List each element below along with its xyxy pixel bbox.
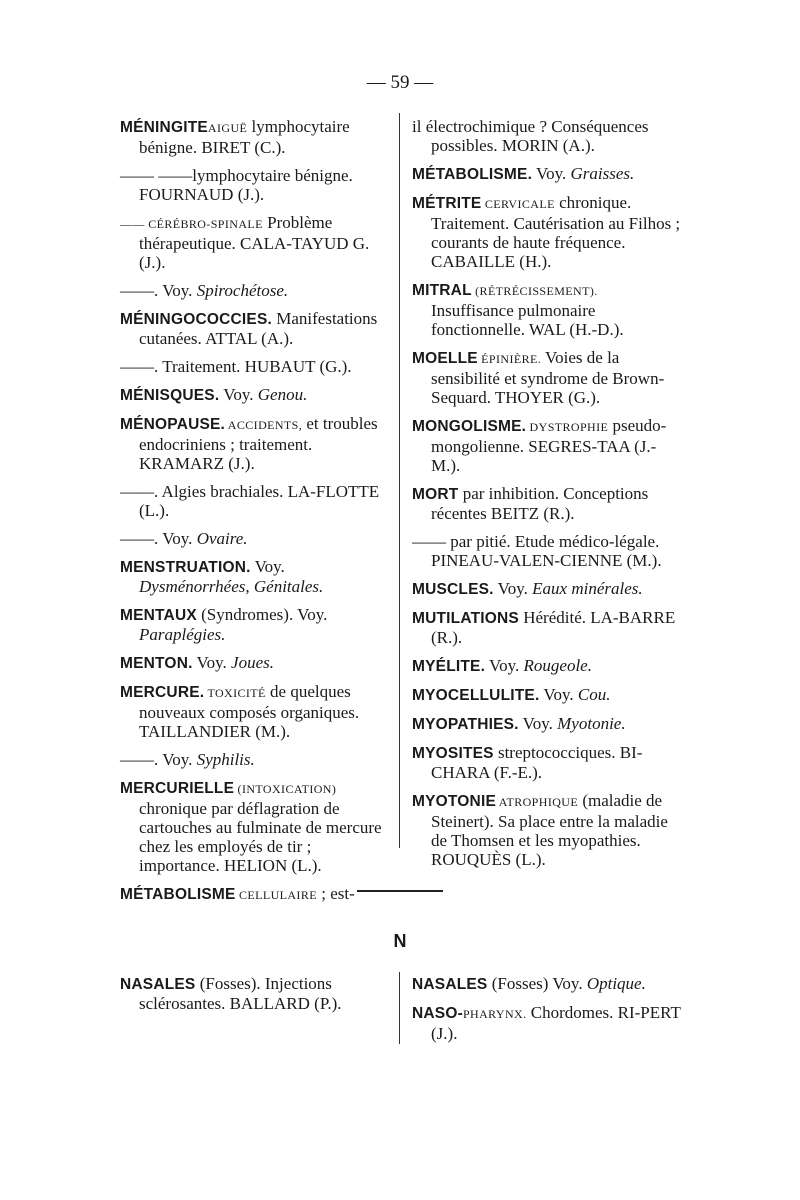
entry-cross-reference: Eaux minérales. [532, 579, 643, 598]
right-column [412, 117, 682, 878]
entry-subheading: —— CÉRÉBRO-SPINALE [120, 217, 263, 231]
entry-heading: MENTON. [120, 655, 193, 672]
entry-text: chronique par déflagration de cartouches au fulminate de mercure chez les employés de tir ; importance. HELION (L.). [139, 799, 382, 875]
index-entry [412, 117, 682, 155]
entry-heading: MÉTABOLISME [120, 886, 236, 903]
index-entry [412, 974, 682, 994]
index-entry [120, 653, 390, 673]
entry-text: Problème thérapeutique. CALA-TAYUD G. (J.). [139, 213, 370, 272]
index-entry [120, 357, 390, 376]
entry-heading: MYOSITES [412, 745, 494, 762]
entry-text: lymphocytaire bénigne. BIRET (C.). [139, 117, 350, 157]
entry-subheading: ACCIDENTS, [225, 418, 303, 432]
entry-text: streptococciques. BI-CHARA (F.-E.). [431, 743, 643, 782]
index-entry [120, 682, 390, 741]
entry-text: Manifestations cutanées. ATTAL (A.). [139, 309, 378, 348]
entry-text: Voies de la sensibilité et syndrome de Brown-Sequard. THOYER (G.). [431, 348, 665, 407]
index-entry [120, 213, 390, 272]
index-entry [412, 280, 682, 339]
entry-subheading: ATROPHIQUE [496, 795, 579, 809]
entry-cross-reference: Genou. [257, 385, 308, 404]
n-right-column [412, 974, 682, 1052]
entry-cross-reference: Myotonie. [557, 714, 626, 733]
entry-cross-reference: Dysménorrhées, Génitales. [139, 577, 324, 596]
index-entry [120, 414, 390, 473]
entry-heading: MYÉLITE. [412, 658, 486, 675]
entry-heading: MÉNISQUES. [120, 387, 220, 404]
entry-text: par inhibition. Conceptions récentes BEITZ (R.). [431, 484, 649, 523]
entry-text: Voy. [250, 557, 285, 576]
entry-text: ——. Traitement. HUBAUT (G.). [120, 357, 352, 376]
entry-text: Hérédité. LA-BARRE (R.). [431, 608, 676, 647]
entry-heading: NASALES [412, 976, 488, 993]
index-entry [120, 385, 390, 405]
entry-heading: NASALES [120, 976, 196, 993]
entry-text: Chordomes. RI-PERT (J.). [431, 1003, 681, 1043]
entry-heading: NASO- [412, 1005, 463, 1022]
entry-text: (Fosses). Injections sclérosantes. BALLARD (P.). [139, 974, 342, 1013]
entry-heading: MOELLE [412, 350, 478, 367]
entry-heading: MERCURIELLE [120, 780, 235, 797]
n-left-column [120, 974, 390, 1022]
entry-subheading: ÉPINIÈRE. [477, 352, 542, 366]
entry-text: —— par pitié. Etude médico-légale. PINEAU-VALEN-CIENNE (M.). [412, 532, 662, 570]
entry-heading: MÉNINGITE [120, 119, 208, 136]
entry-heading: MENTAUX [120, 607, 197, 624]
left-column [120, 117, 390, 914]
page-number: — 59 — [366, 72, 434, 93]
index-entry [412, 1003, 682, 1043]
entry-text: (Fosses) Voy. [487, 974, 587, 993]
index-entry [120, 281, 390, 300]
entry-cross-reference: Graisses. [570, 164, 635, 183]
entry-text: Voy. [192, 653, 232, 672]
entry-heading: MENSTRUATION. [120, 559, 251, 576]
index-entry [120, 166, 390, 204]
index-entry [120, 884, 390, 905]
index-entry [412, 656, 682, 676]
entry-text: Voy. [539, 685, 578, 704]
entry-heading: MYOCELLULITE. [412, 687, 540, 704]
section-rule [357, 890, 443, 892]
entry-heading: MÉTABOLISME. [412, 166, 533, 183]
index-entry [120, 750, 390, 769]
entry-heading: MYOTONIE [412, 793, 496, 810]
index-entry [120, 974, 390, 1013]
entry-subheading: (INTOXICATION) [234, 782, 337, 796]
entry-cross-reference: Optique. [586, 974, 646, 993]
entry-cross-reference: Spirochétose. [196, 281, 289, 300]
index-entry [412, 193, 682, 271]
entry-cross-reference: Joues. [231, 653, 274, 672]
entry-cross-reference: Rougeole. [523, 656, 592, 675]
index-entry [412, 484, 682, 523]
entry-text: ——. Voy. [120, 281, 197, 300]
entry-text: il électrochimique ? Conséquences possibles. MORIN (A.). [412, 117, 649, 155]
entry-subheading: CERVICALE [481, 197, 555, 211]
entry-text: Insuffisance pulmonaire fonctionnelle. WAL (H.-D.). [431, 301, 624, 339]
entry-text: et troubles endocriniens ; traitement. KRAMARZ (J.). [139, 414, 378, 473]
entry-subheading: (RÉTRÉCISSEMENT). [471, 284, 598, 298]
index-entry [412, 532, 682, 570]
entry-heading: MONGOLISME. [412, 418, 527, 435]
index-entry [120, 605, 390, 644]
entry-subheading: DYSTROPHIE [526, 420, 609, 434]
entry-subheading: AIGUË [207, 121, 248, 135]
index-entry [120, 778, 390, 875]
index-entry [412, 579, 682, 599]
index-entry [412, 348, 682, 407]
entry-heading: MUSCLES. [412, 581, 494, 598]
entry-heading: MORT [412, 486, 459, 503]
entry-text: Voy. [518, 714, 558, 733]
index-entry [412, 164, 682, 184]
entry-text: ——. Voy. [120, 529, 197, 548]
entry-text: Voy. [485, 656, 524, 675]
entry-heading: MÉTRITE [412, 195, 482, 212]
index-entry [412, 685, 682, 705]
entry-heading: MUTILATIONS [412, 610, 519, 627]
entry-text: Voy. [532, 164, 571, 183]
index-entry [412, 416, 682, 475]
entry-heading: MÉNINGOCOCCIES. [120, 311, 272, 328]
entry-heading: MITRAL [412, 282, 472, 299]
index-entry [412, 608, 682, 647]
entry-text: chronique. Traitement. Cautérisation au Filhos ; courants de haute fréquence. CABAILLE (H.). [431, 193, 681, 271]
entry-cross-reference: Ovaire. [196, 529, 248, 548]
column-divider [399, 113, 400, 848]
index-entry [120, 309, 390, 348]
entry-cross-reference: Paraplégies. [139, 625, 226, 644]
entry-heading: MÉNOPAUSE. [120, 416, 226, 433]
entry-text: Voy. [219, 385, 258, 404]
index-entry [120, 482, 390, 520]
index-entry [412, 743, 682, 782]
entry-heading: MERCURE. [120, 684, 205, 701]
index-entry [412, 791, 682, 869]
index-entry [412, 714, 682, 734]
index-entry [120, 557, 390, 596]
entry-text: de quelques nouveaux composés organiques. TAILLANDIER (M.). [139, 682, 360, 741]
entry-heading: MYOPATHIES. [412, 716, 519, 733]
entry-subheading: CELLULAIRE [235, 888, 317, 902]
entry-cross-reference: Cou. [577, 685, 611, 704]
index-entry [120, 117, 390, 157]
section-letter: N [393, 931, 407, 951]
entry-text: ——. Algies brachiales. LA-FLOTTE (L.). [120, 482, 380, 520]
entry-text: (maladie de Steinert). Sa place entre la maladie de Thomsen et les myopathies. ROUQUÈS (L.). [431, 791, 668, 869]
entry-subheading: PHARYNX. [462, 1007, 527, 1021]
entry-text: (Syndromes). Voy. [196, 605, 328, 624]
entry-subheading: TOXICITÉ [204, 686, 266, 700]
entry-text: pseudo-mongolienne. SEGRES-TAA (J.-M.). [431, 416, 667, 475]
entry-text: ——. Voy. [120, 750, 197, 769]
entry-text: —— ——lymphocytaire bénigne. FOURNAUD (J.). [120, 166, 353, 204]
index-entry [120, 529, 390, 548]
column-divider-n [399, 972, 400, 1044]
entry-text: ; est- [316, 884, 355, 903]
entry-text: Voy. [493, 579, 533, 598]
entry-cross-reference: Syphilis. [196, 750, 255, 769]
